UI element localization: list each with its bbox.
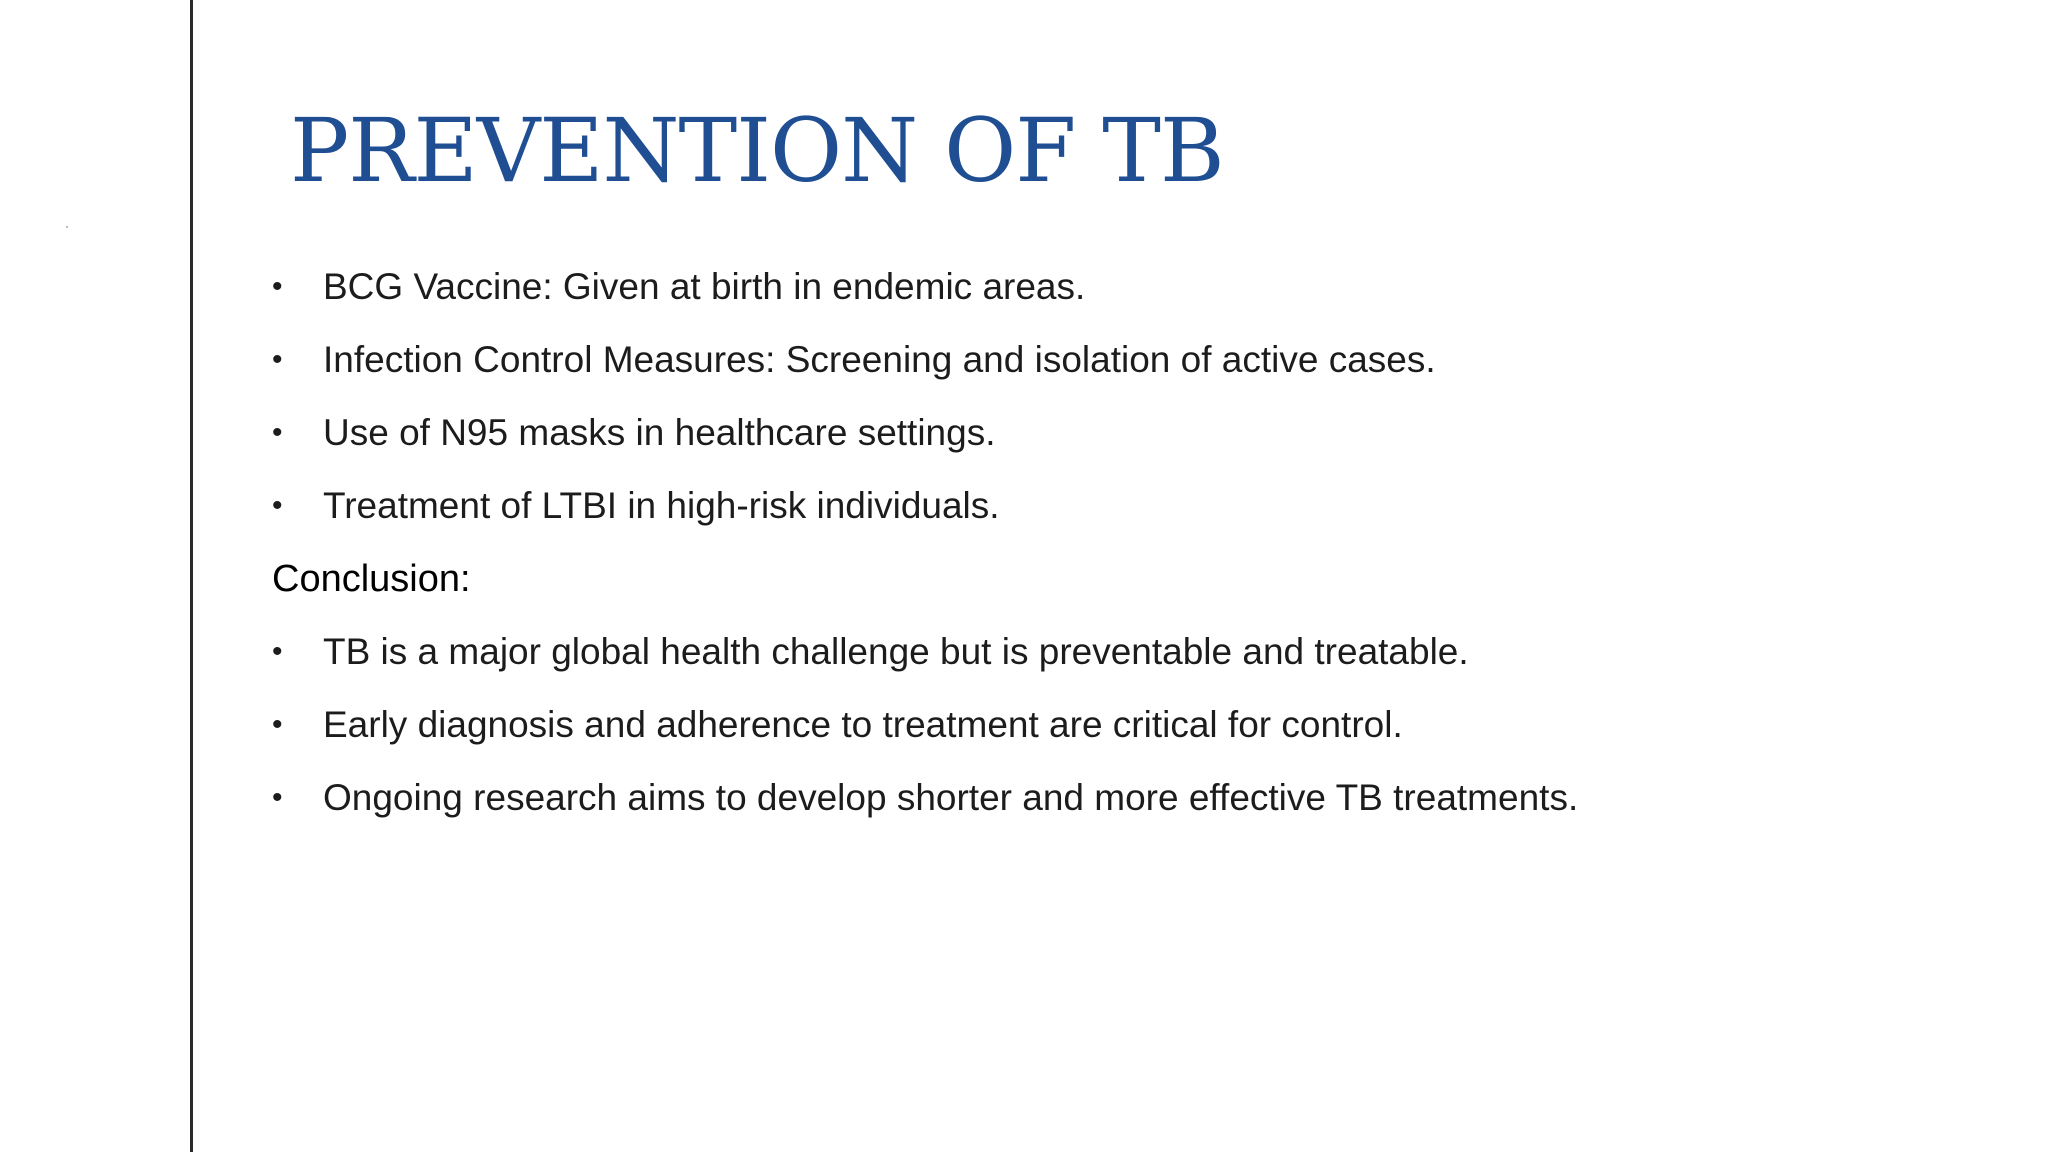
- bullet-icon: •: [272, 635, 283, 668]
- slide-title: PREVENTION OF TB: [290, 99, 1224, 202]
- list-item-text: Early diagnosis and adherence to treatment are critical for control.: [323, 704, 1403, 745]
- list-item-text: Treatment of LTBI in high-risk individuals.: [323, 485, 1000, 526]
- conclusion-heading: Conclusion:: [272, 558, 471, 600]
- list-item-text: Ongoing research aims to develop shorter and more effective TB treatments.: [323, 777, 1579, 818]
- list-item: [272, 404, 1992, 477]
- list-item: [272, 331, 1992, 404]
- bullet-icon: •: [272, 270, 283, 303]
- bullet-icon: •: [272, 416, 283, 449]
- list-item: [272, 696, 1992, 769]
- list-item: [272, 623, 1992, 696]
- bullet-icon: •: [272, 708, 283, 741]
- bullet-icon: •: [272, 489, 283, 522]
- left-vertical-rule: [190, 0, 193, 1152]
- bullet-icon: •: [272, 781, 283, 814]
- list-item-text: Use of N95 masks in healthcare settings.: [323, 412, 996, 453]
- list-item: [272, 477, 1992, 550]
- list-item: [272, 769, 1992, 842]
- conclusion-list: [272, 623, 1992, 842]
- slide-content: [272, 258, 1992, 842]
- list-item-text: BCG Vaccine: Given at birth in endemic areas.: [323, 266, 1086, 307]
- prevention-list: [272, 258, 1992, 550]
- list-item: [272, 258, 1992, 331]
- list-item-text: TB is a major global health challenge but is preventable and treatable.: [323, 631, 1469, 672]
- decorative-dot: [66, 226, 68, 228]
- bullet-icon: •: [272, 343, 283, 376]
- list-item-text: Infection Control Measures: Screening and isolation of active cases.: [323, 339, 1436, 380]
